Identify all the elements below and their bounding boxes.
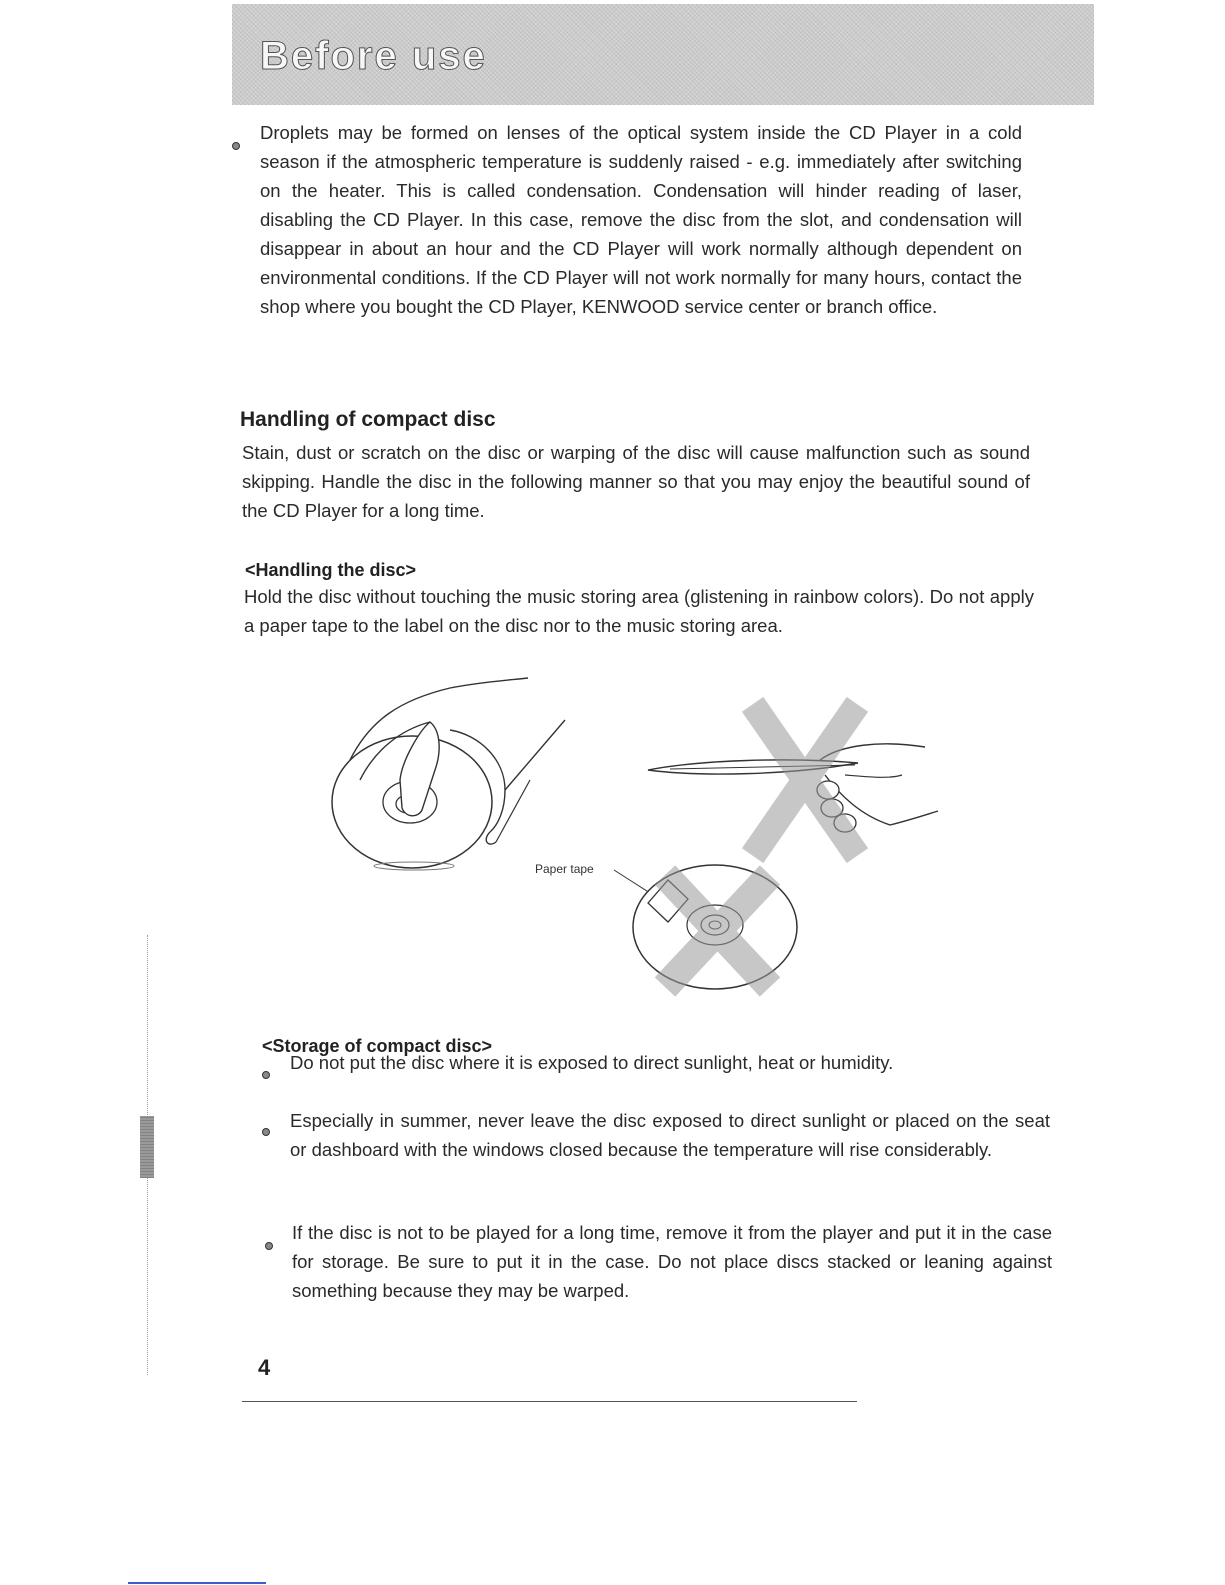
handling-heading: Handling of compact disc — [240, 408, 496, 431]
handling-intro: Stain, dust or scratch on the disc or warping of the disc will cause malfunction such as sound skipping. Handle the disc in the following manner so that you may enjoy the beautiful sound of the CD Player for a long time. — [242, 442, 1030, 521]
hand-holding-disc-illustration — [330, 670, 580, 880]
bullet-icon — [265, 1242, 273, 1250]
disc-with-paper-tape-illustration — [610, 855, 810, 1005]
hand-gripping-disc-edge-illustration — [640, 705, 940, 855]
handling-the-disc-subheading: <Handling the disc> — [245, 560, 417, 580]
bullet-icon — [262, 1128, 270, 1136]
condensation-paragraph: Droplets may be formed on lenses of the optical system inside the CD Player in a cold season if the atmospheric temperature is suddenly raised - e.g. immediately after switching on the heater. This is called condensation. Condensation will hinder reading of laser, disabling the CD Player. In this case, remove the disc from the slot, and condensation will disappear in about an hour and the CD Player will work normally although dependent on environmental conditions. If the CD Player will not work normally for many hours, contact the shop where you bought the CD Player, KENWOOD service center or branch office. — [260, 122, 1022, 317]
bullet-icon — [232, 142, 240, 150]
header-bar — [232, 4, 1094, 105]
storage-subheading: <Storage of compact disc> — [262, 1036, 493, 1056]
page-number: 4 — [258, 1355, 271, 1380]
storage-item-2: Especially in summer, never leave the disc exposed to direct sunlight or placed on the seat or dashboard with the windows closed because the temperature will rise considerably. — [290, 1110, 1050, 1160]
cross-mark-icon — [760, 715, 850, 845]
bottom-edge-line — [128, 1582, 266, 1584]
page-title: Before use — [260, 34, 487, 78]
bullet-icon — [262, 1071, 270, 1079]
footer-rule — [242, 1401, 857, 1402]
handling-the-disc-body: Hold the disc without touching the music storing area (glistening in rainbow colors). Do not apply a paper tape to the label on the disc nor to the music storing area. — [244, 586, 1034, 636]
margin-marker — [140, 1116, 154, 1178]
paper-tape-label: Paper tape — [535, 862, 594, 876]
storage-item-1: Do not put the disc where it is exposed to direct sunlight, heat or humidity. — [290, 1052, 894, 1073]
storage-item-3: If the disc is not to be played for a long time, remove it from the player and put it in the case for storage. Be sure to put it in the case. Do not place discs stacked or leaning against something because they may be warped. — [292, 1222, 1052, 1301]
